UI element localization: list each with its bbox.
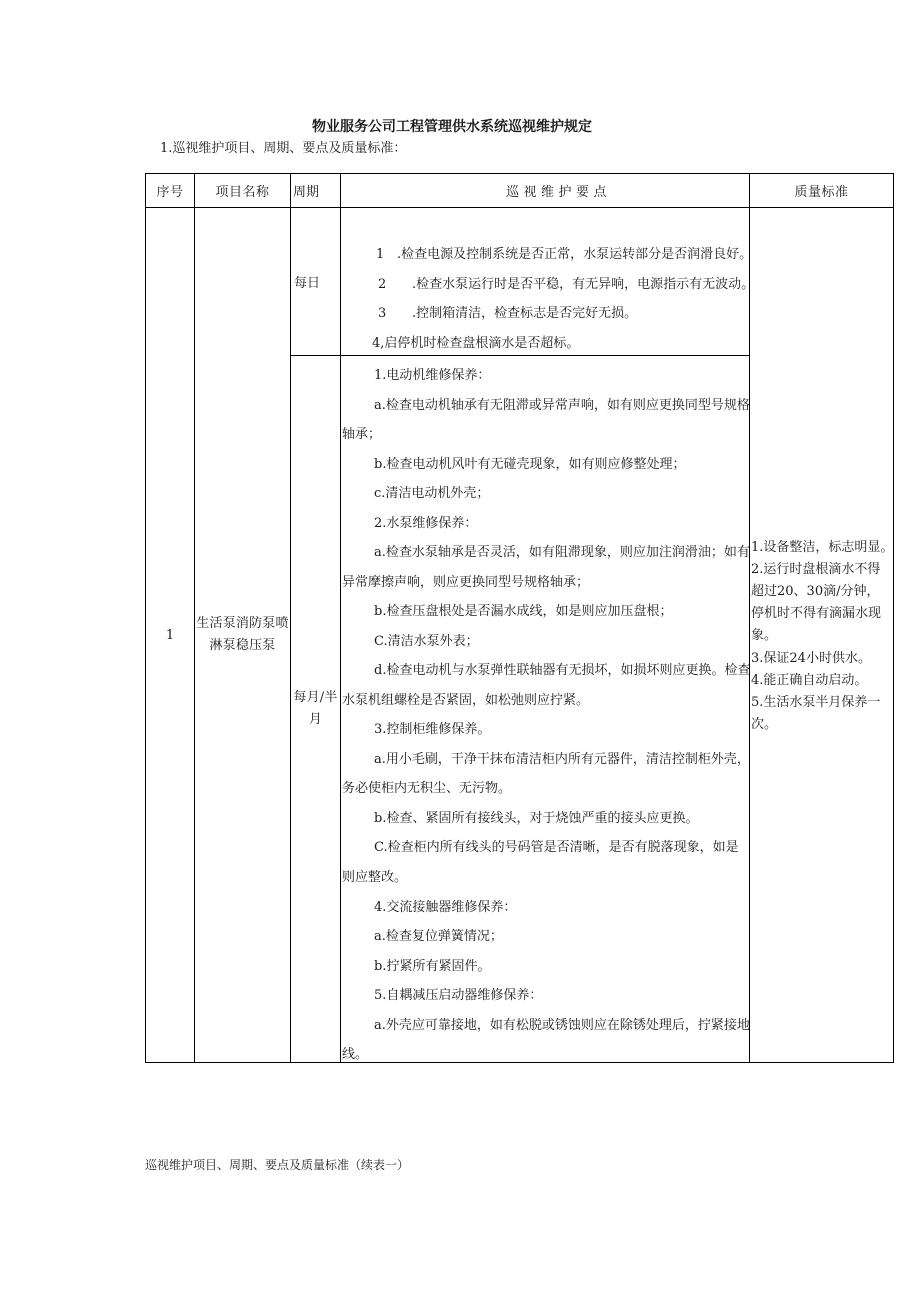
header-cell-no xyxy=(145,173,195,208)
header-cycle-label: 周期 xyxy=(293,185,320,200)
quality-standard-line: 1.设备整洁，标志明显。 xyxy=(751,540,894,555)
monthly-point-line: 3.控制柜维修保养。 xyxy=(374,722,491,738)
monthly-point-line: 线。 xyxy=(342,1047,369,1063)
monthly-point-line: b.检查电动机风叶有无碰壳现象，如有则应修整处理； xyxy=(374,456,686,472)
monthly-point-line: 轴承； xyxy=(342,427,382,443)
quality-standard-line: 4.能正确自动启动。 xyxy=(751,672,868,688)
daily-point xyxy=(341,270,755,300)
monthly-point-line: 则应整改。 xyxy=(342,870,408,885)
quality-standard-line: 象。 xyxy=(751,628,778,644)
daily-point-number: 2 xyxy=(378,276,387,292)
row-number-cell xyxy=(145,207,195,1063)
item-name-cell xyxy=(194,207,291,1063)
monthly-point-line: C.检查柜内所有线头的号码管是否清晰，是否有脱落现象，如是 xyxy=(374,840,739,856)
monthly-point-line: a.检查复位弹簧情况； xyxy=(374,929,503,945)
daily-point-text: .检查电源及控制系统是否正常，水泵运转部分是否润滑良好。 xyxy=(397,247,753,263)
daily-point xyxy=(341,299,749,329)
document-title: 物业服务公司工程管理供水系统巡视维护规定 xyxy=(312,119,592,135)
monthly-point-line: 2.水泵维修保养： xyxy=(374,515,478,531)
monthly-point-line: 4.交流接触器维修保养： xyxy=(374,899,517,915)
monthly-point-line: a.用小毛刷，干净干抹布清洁柜内所有元器件，清洁控制柜外壳， xyxy=(374,751,750,767)
quality-standard-line: 次。 xyxy=(751,716,778,732)
header-points-label: 巡视维护要点 xyxy=(506,185,612,200)
header-cell-quality-standard xyxy=(749,173,894,208)
monthly-point-line: a.检查水泵轴承是否灵活，如有阻滞现象，则应加注润滑油；如有 xyxy=(374,545,750,561)
header-cell-inspection-points xyxy=(340,173,750,208)
header-no-label: 序号 xyxy=(156,185,184,200)
cycle-monthly-line: 月 xyxy=(308,712,323,727)
daily-point-text: 4,启停机时检查盘根滴水是否超标。 xyxy=(372,335,580,351)
continued-table-caption: 巡视维护项目、周期、要点及质量标准（续表一） xyxy=(145,1158,410,1172)
monthly-point-line: C.清洁水泵外表； xyxy=(374,633,479,649)
header-item-label: 项目名称 xyxy=(215,185,270,200)
monthly-point-line: 异常摩擦声响，则应更换同型号规格轴承； xyxy=(342,574,590,590)
daily-point-number: 1 xyxy=(376,247,385,263)
cycle-monthly-line: 每月/半 xyxy=(293,690,338,705)
daily-point-number: 3 xyxy=(378,306,387,322)
quality-standard-line: 3.保证24小时供水。 xyxy=(751,650,871,666)
monthly-point-line: c.清洁电动机外壳； xyxy=(374,486,490,502)
header-cell-cycle xyxy=(290,173,341,208)
daily-point-text: .控制箱清洁，检查标志是否完好无损。 xyxy=(412,306,638,322)
item-name-line: 生活泵消防泵喷 xyxy=(196,616,289,631)
row-number: 1 xyxy=(165,627,175,643)
cycle-daily-cell xyxy=(290,207,341,356)
quality-standard-line: 超过20、30滴/分钟， xyxy=(751,584,880,600)
header-standard-label: 质量标准 xyxy=(794,185,849,200)
daily-point xyxy=(341,240,753,270)
quality-standard-line: 5.生活水泵半月保养一 xyxy=(751,694,881,710)
monthly-point-line: a.检查电动机轴承有无阻滞或异常声响，如有则应更换同型号规格 xyxy=(374,397,750,413)
monthly-point-line: 1.电动机维修保养： xyxy=(374,368,491,384)
monthly-point-line: b.检查压盘根处是否漏水成线，如是则应加压盘根； xyxy=(374,604,673,620)
monthly-point-line: b.拧紧所有紧固件。 xyxy=(374,958,491,974)
daily-inspection-points-cell xyxy=(340,207,755,356)
section-subtitle: 1.巡视维护项目、周期、要点及质量标准： xyxy=(160,141,407,156)
quality-standard-cell xyxy=(749,207,894,1063)
quality-standard-line: 停机时不得有滴漏水现 xyxy=(751,606,882,622)
inspection-maintenance-table xyxy=(145,173,894,1063)
quality-standard-line: 2.运行时盘根滴水不得 xyxy=(751,562,881,578)
cycle-monthly-cell xyxy=(290,355,341,1063)
daily-point-text: .检查水泵运行时是否平稳，有无异响，电源指示有无波动。 xyxy=(412,276,755,292)
cycle-daily-label: 每日 xyxy=(294,276,321,291)
item-name-line: 淋泵稳压泵 xyxy=(209,638,276,653)
header-cell-item-name xyxy=(194,173,291,208)
monthly-point-line: a.外壳应可靠接地，如有松脱或锈蚀则应在除锈处理后，拧紧接地 xyxy=(374,1017,750,1033)
monthly-point-line: d.检查电动机与水泵弹性联轴器有无损坏，如损坏则应更换。检查 xyxy=(374,663,751,679)
monthly-inspection-points-cell xyxy=(340,355,750,1063)
monthly-point-line: 5.自耦减压启动器维修保养： xyxy=(374,988,543,1004)
monthly-point-line: 水泵机组螺栓是否紧固，如松弛则应拧紧。 xyxy=(342,692,590,708)
monthly-point-line: 务必使柜内无积尘、无污物。 xyxy=(342,781,512,797)
monthly-point-line: b.检查、紧固所有接线头，对于烧蚀严重的接头应更换。 xyxy=(374,810,699,826)
